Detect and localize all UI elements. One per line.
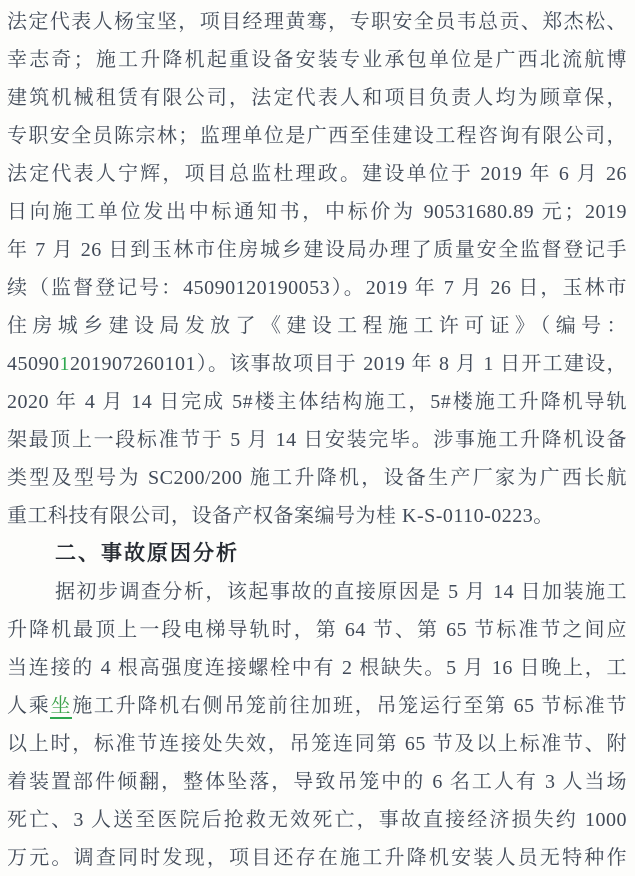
text-line [7,345,627,383]
text-line [7,839,627,876]
text-line [7,193,627,231]
text-segment: 万元。调查同时发现，项目还存在施工升降机安装人员无特种作 [7,847,627,869]
scan-artifact-colored-text: 1 [59,353,70,375]
text-segment: 日向施工单位发出中标通知书，中标价为 90531680.89 元；2019 [7,201,627,223]
text-line [7,611,627,649]
text-segment: 人乘 [7,695,51,717]
text-segment: 重工科技有限公司，设备产权备案编号为桂 K-S-0110-0223。 [7,505,554,527]
text-segment: 幸志奇；施工升降机起重设备安装专业承包单位是广西北流航博 [7,49,627,71]
text-line [7,649,627,687]
text-line [7,307,627,345]
text-line [7,269,627,307]
text-line [7,3,627,41]
text-segment: 专职安全员陈宗林；监理单位是广西至佳建设工程咨询有限公司， [7,125,627,147]
document-body [7,3,627,876]
text-segment: 2020 年 4 月 14 日完成 5#楼主体结构施工，5#楼施工升降机导轨 [7,391,627,413]
text-segment: 着装置部件倾翻，整体坠落，导致吊笼中的 6 名工人有 3 人当场 [7,771,627,793]
text-segment: 45090 [7,353,60,375]
text-segment: 施工升降机右侧吊笼前往加班，吊笼运行至第 65 节标准节 [72,695,628,717]
text-segment: 升降机最顶上一段电梯导轨时，第 64 节、第 65 节标准节之间应 [7,619,627,641]
text-segment: 续（监督登记号：45090120190053）。2019 年 7 月 26 日，玉林市 [7,277,627,299]
text-segment: 年 7 月 26 日到玉林市住房城乡建设局办理了质量安全监督登记手 [7,239,627,261]
text-segment: 住房城乡建设局发放了《建设工程施工许可证》（编号： [7,315,627,337]
text-segment: 201907260101）。该事故项目于 2019 年 8 月 1 日开工建设， [70,353,627,375]
text-line [7,497,627,535]
text-line [7,41,627,79]
text-line [7,79,627,117]
text-segment: 二、事故原因分析 [55,542,239,565]
text-segment: 法定代表人杨宝坚，项目经理黄骞，专职安全员韦总贡、郑杰松、 [7,11,627,33]
section-heading [7,535,627,573]
text-line [7,459,627,497]
text-segment: 建筑机械租赁有限公司，法定代表人和项目负责人均为顾章保， [7,87,627,109]
text-line [7,573,627,611]
text-line [7,231,627,269]
text-line [7,383,627,421]
text-line [7,117,627,155]
text-line [7,801,627,839]
text-line [7,725,627,763]
text-segment: 据初步调查分析，该起事故的直接原因是 5 月 14 日加装施工 [55,581,627,603]
text-line [7,421,627,459]
text-segment: 死亡、3 人送至医院后抢救无效死亡，事故直接经济损失约 1000 [7,809,627,831]
text-segment: 当连接的 4 根高强度连接螺栓中有 2 根缺失。5 月 16 日晚上，工 [7,657,627,679]
text-line [7,155,627,193]
text-line [7,687,627,725]
text-segment: 以上时，标准节连接处失效，吊笼连同第 65 节及以上标准节、附 [7,733,627,755]
text-segment: 法定代表人宁辉，项目总监杜理政。建设单位于 2019 年 6 月 26 [7,163,627,185]
text-segment: 架最顶上一段标准节于 5 月 14 日安装完毕。涉事施工升降机设备 [7,429,627,451]
scan-artifact-colored-text: 坐 [50,695,73,717]
text-line [7,763,627,801]
text-segment: 类型及型号为 SC200/200 施工升降机，设备生产厂家为广西长航 [7,467,627,489]
